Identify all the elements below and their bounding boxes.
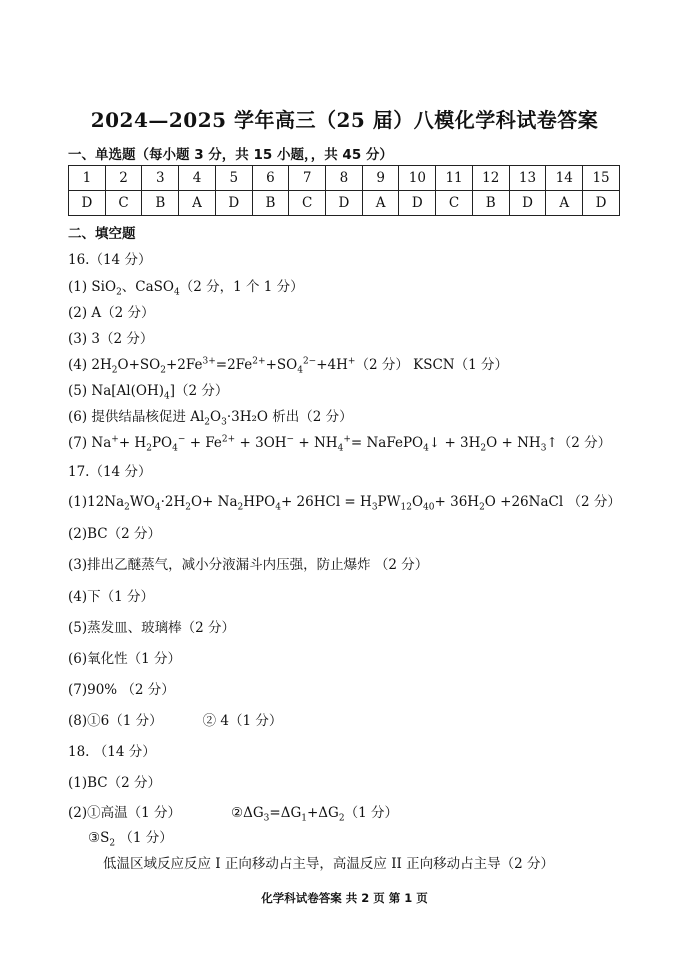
q16-answer-3: (3) 3（2 分） [68, 331, 154, 347]
question-number: 10 [399, 166, 436, 191]
page-footer: 化学科试卷答案 共 2 页 第 1 页 [261, 891, 428, 905]
answer-cell: B [142, 191, 179, 216]
q17-answer-6: (6)氧化性（1 分） [68, 651, 182, 667]
question-number: 2 [105, 166, 142, 191]
answer-cell: C [436, 191, 473, 216]
q17-answer-5: (5)蒸发皿、玻璃棒（2 分） [68, 620, 236, 636]
q17-answer-1: $(1)12Na_2WO_4\cdot 2H_2O+ Na_2HPO_4+ 26HCl = H_3PW_{12}O_{40}+ 36H_2O$ +26NaCl （2 分） [68, 494, 621, 513]
q16-answer-4: (4) $2H_2O+SO_2+2Fe^{3+}=2Fe^{2+}+SO_4^{2-}+4H^+(2$ 分） KSCN（1 分） [68, 356, 508, 376]
question-number: 14 [546, 166, 583, 191]
q18-answer-2: (2)①高温（1 分） $②\Delta G_3=\Delta G_1+\Delta G_2(1$ 分） [68, 805, 398, 824]
answer-cell: A [179, 191, 216, 216]
question-number: 6 [252, 166, 289, 191]
question-number: 12 [472, 166, 509, 191]
question-number: 4 [179, 166, 216, 191]
answer-cell: D [509, 191, 546, 216]
q18-answer-3: $③S_2$ （1 分） [88, 830, 173, 849]
answer-cell: D [326, 191, 363, 216]
question-number: 15 [583, 166, 620, 191]
q16-answer-1: (1) SiO$_2$、CaSO$_4$（2 分，1 个 1 分） [68, 279, 304, 298]
q18-answer-1: (1)BC（2 分） [68, 775, 162, 791]
q18-answer-4: 低温区域反应反应 I 正向移动占主导，高温反应 II 正向移动占主导（2 分） [103, 856, 555, 872]
answer-cell: A [362, 191, 399, 216]
table-row-answers [69, 191, 620, 216]
page-title: 2024—2025 学年高三（25 届）八模化学科试卷答案 [90, 108, 599, 132]
answer-cell: D [69, 191, 106, 216]
section-heading-single-choice: 一、单选题（每小题 3 分，共 15 小题，，共 45 分） [68, 147, 393, 163]
answer-cell: D [583, 191, 620, 216]
question-number: 11 [436, 166, 473, 191]
q18-header: 18. （14 分） [68, 744, 156, 760]
q16-header: 16.（14 分） [68, 252, 152, 268]
q16-answer-7: (7) $Na^++ H_2PO_4^- + Fe^{2+} + 3OH^- + NH_4^+=$ NaFePO$_4$↓ + $3H_2O$ + $NH_3↑(2$ 分） [68, 434, 612, 454]
q17-answer-7: (7)90% （2 分） [68, 682, 175, 698]
question-number: 9 [362, 166, 399, 191]
q16-answer-6: (6) 提供结晶核促进 $Al_2O_3\cdot 3H_2O$ 析出（2 分） [68, 409, 353, 428]
answer-cell: A [546, 191, 583, 216]
question-number: 3 [142, 166, 179, 191]
q17-answer-4: (4)下（1 分） [68, 589, 155, 605]
question-number: 5 [215, 166, 252, 191]
answer-cell: C [105, 191, 142, 216]
q16-answer-2: (2) A（2 分） [68, 305, 155, 321]
table-row-numbers [69, 166, 620, 191]
question-number: 1 [69, 166, 106, 191]
question-number: 13 [509, 166, 546, 191]
q17-header: 17.（14 分） [68, 464, 152, 480]
q16-answer-5: (5) $Na[Al(OH)_4](2$ 分） [68, 383, 229, 402]
answer-cell: D [215, 191, 252, 216]
answer-cell: B [252, 191, 289, 216]
question-number: 8 [326, 166, 363, 191]
q17-answer-3: (3)排出乙醚蒸气，减小分液漏斗内压强，防止爆炸 （2 分） [68, 557, 429, 573]
answer-cell: D [399, 191, 436, 216]
q17-answer-8: (8)①6（1 分） ② 4（1 分） [68, 713, 283, 729]
section-heading-fill-in: 二、填空题 [68, 226, 136, 242]
answer-cell: C [289, 191, 326, 216]
q17-answer-2: (2)BC（2 分） [68, 526, 162, 542]
question-number: 7 [289, 166, 326, 191]
answer-cell: B [472, 191, 509, 216]
answer-table [68, 165, 620, 216]
